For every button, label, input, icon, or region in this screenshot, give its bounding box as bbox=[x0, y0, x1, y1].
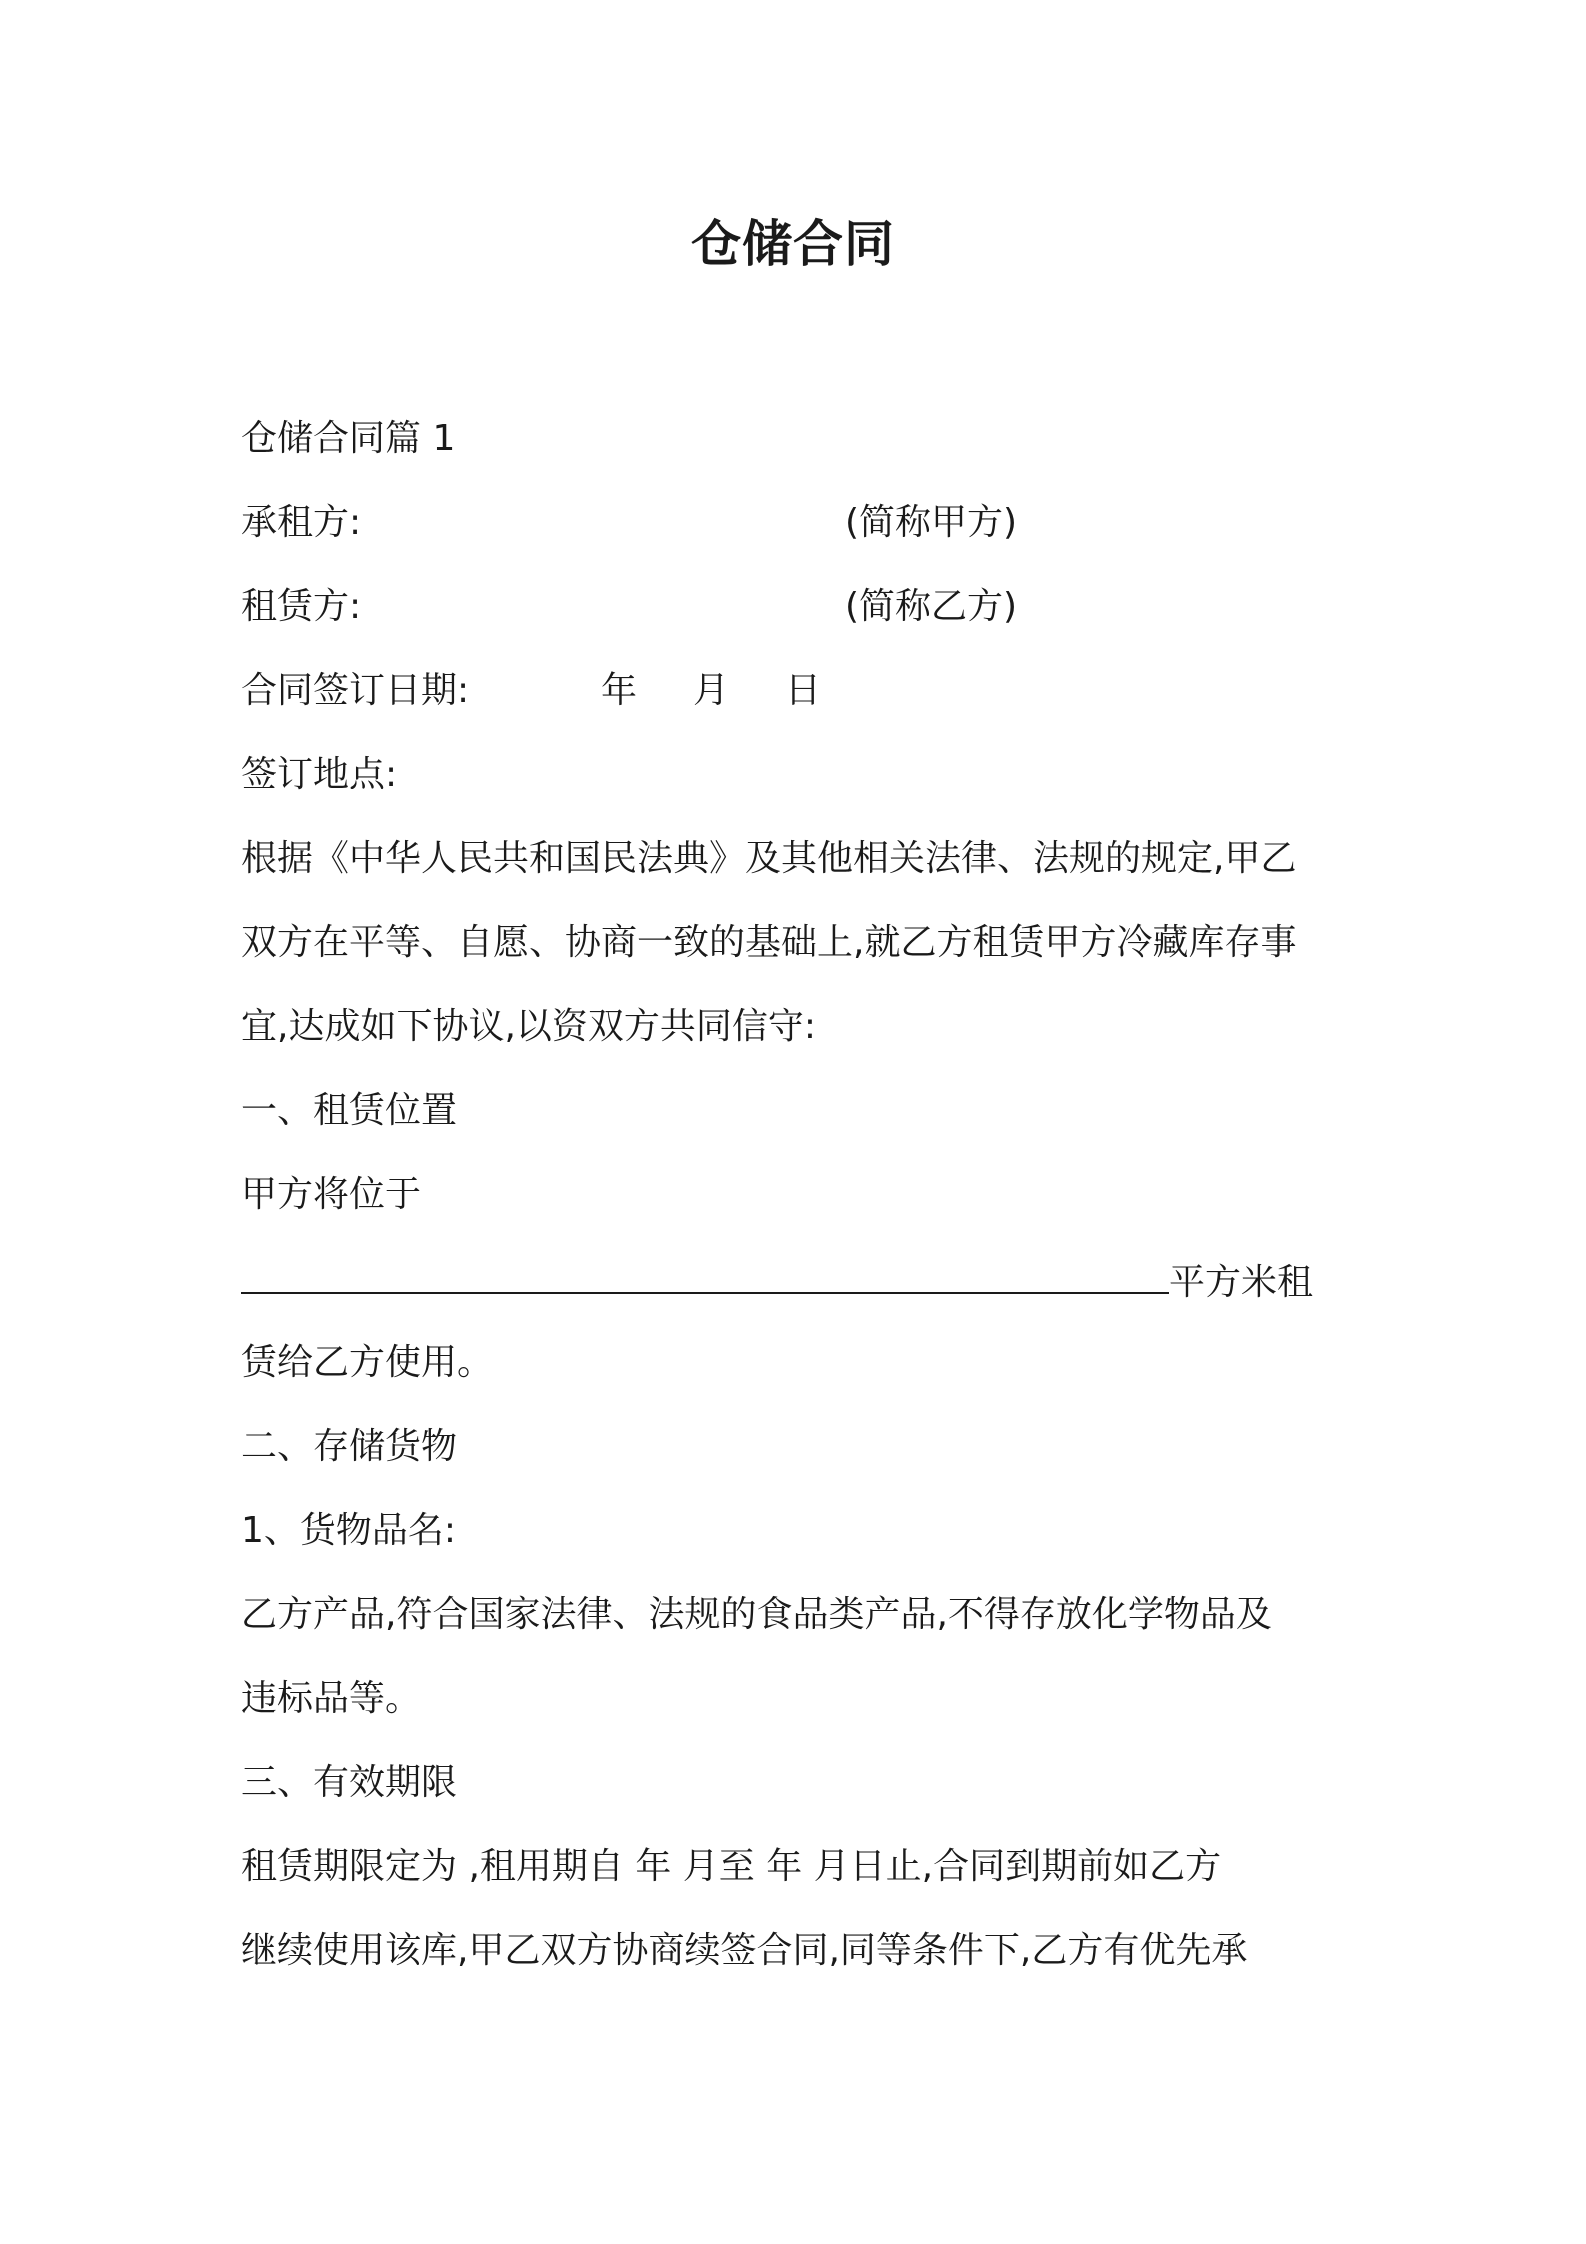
lessor-row bbox=[241, 582, 1361, 632]
clause-1-heading: 一、租赁位置 bbox=[241, 1090, 458, 1131]
clause-3-heading: 三、有效期限 bbox=[241, 1762, 458, 1803]
lessee-abbr: (简称甲方) bbox=[845, 502, 1018, 543]
document-title: 仓储合同 bbox=[691, 215, 895, 273]
lessee-label: 承租方: bbox=[241, 502, 362, 543]
sign-place-label: 签订地点: bbox=[241, 754, 398, 795]
sign-date-row bbox=[241, 666, 1361, 716]
clause-2-line-2: 违标品等。 bbox=[241, 1678, 422, 1719]
month-label: 月 bbox=[693, 670, 730, 711]
lessee-row bbox=[241, 498, 1361, 548]
clause-1-line-2-suffix: 平方米租 bbox=[1169, 1262, 1314, 1303]
preamble-line-1: 根据《中华人民共和国民法典》及其他相关法律、法规的规定,甲乙 bbox=[241, 838, 1297, 879]
area-blank-field bbox=[241, 1254, 1169, 1294]
clause-1-line-1: 甲方将位于 bbox=[241, 1174, 422, 1215]
year-label: 年 bbox=[601, 670, 638, 711]
section-heading: 仓储合同篇 1 bbox=[241, 418, 456, 459]
clause-2-line-1: 乙方产品,符合国家法律、法规的食品类产品,不得存放化学物品及 bbox=[241, 1594, 1272, 1635]
preamble-line-3: 宜,达成如下协议,以资双方共同信守: bbox=[241, 1006, 817, 1047]
clause-3-line-2: 继续使用该库,甲乙双方协商续签合同,同等条件下,乙方有优先承 bbox=[241, 1930, 1248, 1971]
lessor-abbr: (简称乙方) bbox=[845, 586, 1018, 627]
preamble-line-2: 双方在平等、自愿、协商一致的基础上,就乙方租赁甲方冷藏库存事 bbox=[241, 922, 1297, 963]
clause-3-line-1: 租赁期限定为 ,租用期自 年 月至 年 月日止,合同到期前如乙方 bbox=[241, 1846, 1222, 1887]
sign-date-label: 合同签订日期: bbox=[241, 670, 470, 711]
clause-1-line-2 bbox=[241, 1254, 1361, 1308]
clause-2-heading: 二、存储货物 bbox=[241, 1426, 458, 1467]
clause-1-line-3: 赁给乙方使用。 bbox=[241, 1342, 494, 1383]
lessor-label: 租赁方: bbox=[241, 586, 362, 627]
clause-2-item-1: 1、货物品名: bbox=[241, 1510, 457, 1551]
day-label: 日 bbox=[785, 670, 822, 711]
